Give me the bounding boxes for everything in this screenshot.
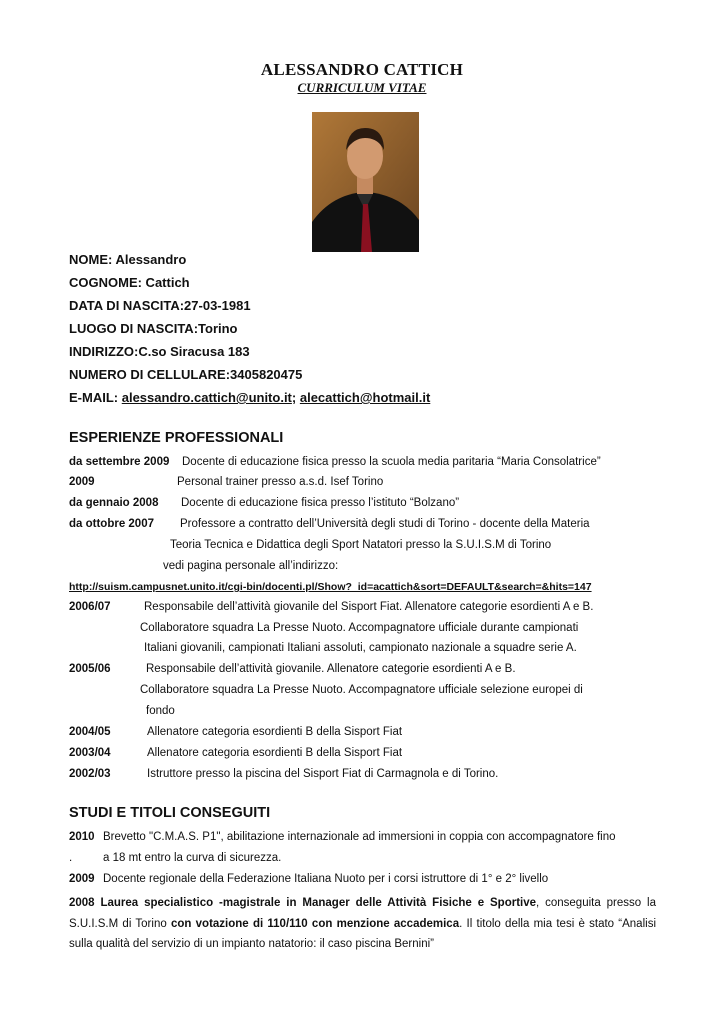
email-label: E-MAIL: (69, 390, 119, 405)
cv-name: ALESSANDRO CATTICH (260, 60, 464, 79)
exp3-date: da gennaio 2008 (69, 497, 159, 509)
personal-birthplace: LUOGO DI NASCITA:Torino (69, 321, 238, 336)
personal-phone: NUMERO DI CELLULARE:3405820475 (69, 367, 303, 382)
profile-photo (312, 112, 419, 252)
studies-heading: STUDI E TITOLI CONSEGUITI (69, 805, 271, 821)
exp7-date: 2004/05 (69, 726, 111, 738)
exp3-text: Docente di educazione fisica presso l’istituto “Bolzano” (181, 497, 460, 509)
exp2-date: 2009 (69, 476, 95, 488)
study3-grade: con votazione di 110/110 con menzione accademica (170, 917, 460, 930)
exp4-text-3: vedi pagina personale all’indirizzo: (163, 560, 339, 572)
exp1-text: Docente di educazione fisica presso la scuola media paritaria “Maria Consolatrice” (182, 456, 601, 468)
exp1-date: da settembre 2009 (69, 456, 170, 468)
study2-year: 2009 (69, 873, 95, 885)
exp8-date: 2003/04 (69, 747, 111, 759)
personal-nome: NOME: Alessandro (69, 252, 187, 267)
exp5-date: 2006/07 (69, 601, 111, 613)
study3-degree: 2008 Laurea specialistico -magistrale in Manager delle Attività Fisiche e Sportive (69, 897, 537, 909)
study1-year: 2010 (69, 831, 95, 843)
exp4-text-2: Teoria Tecnica e Didattica degli Sport Natatori presso la S.U.I.S.M di Torino (170, 539, 552, 551)
personal-cognome: COGNOME: Cattich (69, 275, 190, 290)
personal-page-url[interactable]: http://suism.campusnet.unito.it/cgi-bin/docenti.pl/Show?_id=acattich&sort=DEFAULT&search=&hits=147 (69, 581, 592, 593)
email-link-unito[interactable]: alessandro.cattich@unito.it (121, 390, 292, 405)
study3-text-1: , conseguita presso la S.U.I.S.M di Torino (69, 897, 657, 930)
exp5-text-1: Responsabile dell’attività giovanile del Sisport Fiat. Allenatore categorie esordienti A e B. (144, 601, 594, 613)
exp6-text-1: Responsabile dell’attività giovanile. Allenatore categorie esordienti A e B. (146, 663, 516, 675)
exp9-text: Istruttore presso la piscina del Sisport Fiat di Carmagnola e di Torino. (147, 768, 499, 780)
study2-text: Docente regionale della Federazione Italiana Nuoto per i corsi istruttore di 1° e 2° livello (103, 873, 549, 885)
exp9-date: 2002/03 (69, 768, 111, 780)
exp5-text-3: Italiani giovanili, campionati Italiani assoluti, campionato nazionale a squadre serie A. (144, 642, 577, 654)
email-link-hotmail[interactable]: alecattich@hotmail.it (299, 390, 431, 405)
study3-paragraph (69, 893, 656, 955)
personal-email (69, 390, 430, 405)
exp8-text: Allenatore categoria esordienti B della Sisport Fiat (147, 747, 403, 759)
portrait-illustration (312, 112, 419, 252)
exp5-text-2: Collaboratore squadra La Presse Nuoto. Accompagnatore ufficiale durante campionati (140, 622, 579, 634)
exp6-date: 2005/06 (69, 663, 111, 675)
exp6-text-3: fondo (146, 705, 175, 717)
exp4-text-1: Professore a contratto dell’Università degli studi di Torino - docente della Materia (180, 518, 590, 530)
experience-heading: ESPERIENZE PROFESSIONALI (69, 430, 284, 446)
study1-text-2: a 18 mt entro la curva di sicurezza. (103, 852, 282, 864)
study1-dot: . (69, 852, 73, 864)
personal-birthdate: DATA DI NASCITA:27-03-1981 (69, 298, 251, 313)
exp2-text: Personal trainer presso a.s.d. Isef Torino (177, 476, 384, 488)
exp6-text-2: Collaboratore squadra La Presse Nuoto. Accompagnatore ufficiale selezione europei di (140, 684, 583, 696)
study1-text-1: Brevetto "C.M.A.S. P1", abilitazione internazionale ad immersioni in coppia con accompagnatore fino (103, 831, 616, 843)
cv-subtitle: CURRICULUM VITAE (297, 80, 427, 95)
exp4-date: da ottobre 2007 (69, 518, 154, 530)
exp7-text: Allenatore categoria esordienti B della Sisport Fiat (147, 726, 403, 738)
study3-text-2: . Il titolo della mia tesi è stato “Analisi sulla qualità del servizio di un impianto natatorio: il caso piscina Bernini” (69, 917, 656, 950)
personal-address: INDIRIZZO:C.so Siracusa 183 (69, 344, 250, 359)
email-separator: ; (291, 390, 297, 405)
